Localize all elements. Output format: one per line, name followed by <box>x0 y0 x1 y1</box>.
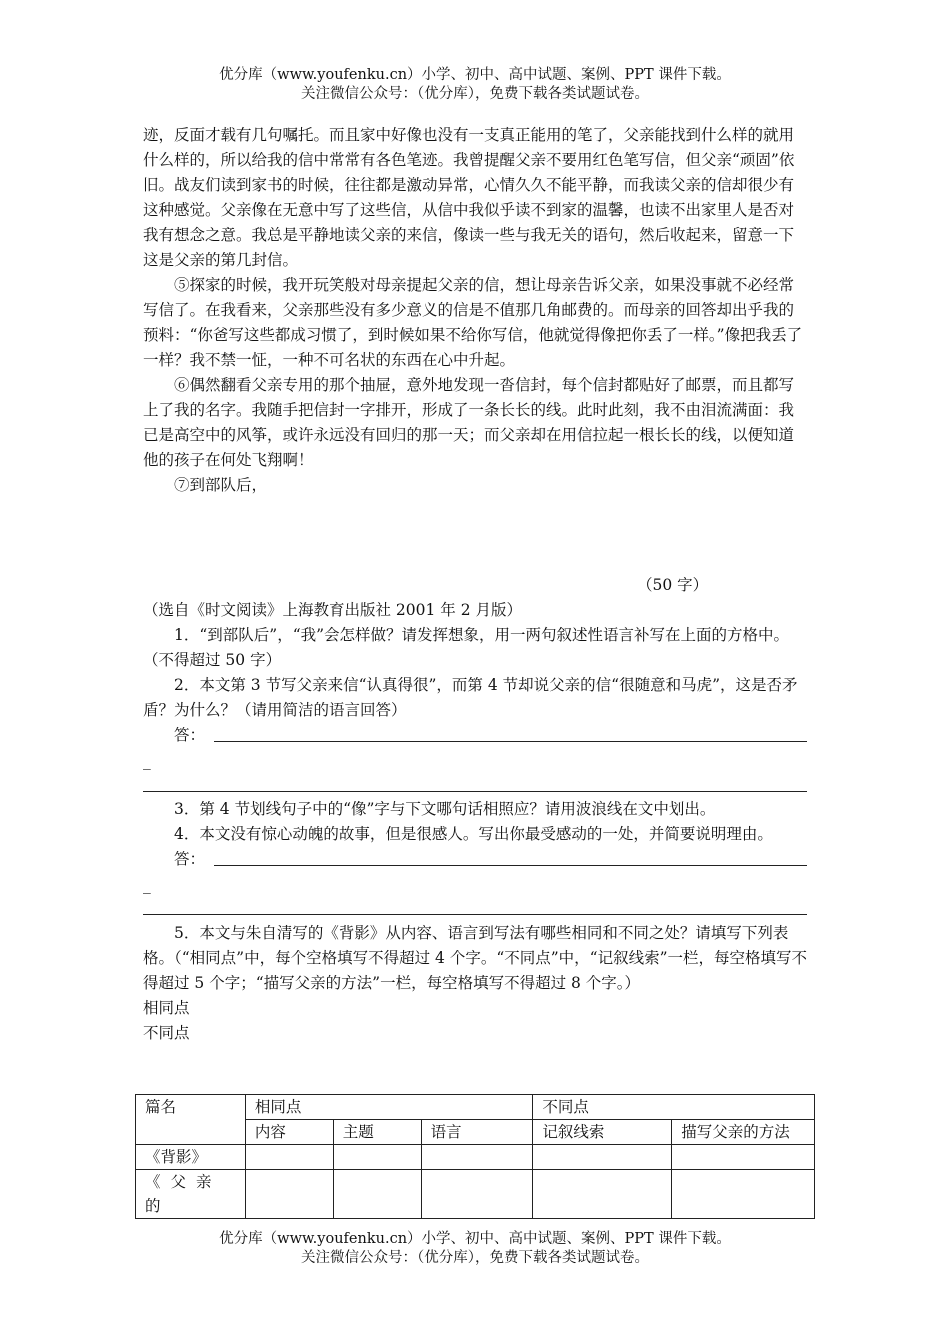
table-cell[interactable] <box>421 1145 533 1170</box>
subheader-description-method: 描写父亲的方法 <box>672 1120 815 1145</box>
passage-paragraph-6: ⑥偶然翻看父亲专用的那个抽屉，意外地发现一沓信封，每个信封都贴好了邮票，而且都写上了我的名字。我随手把信封一字排开，形成了一条长长的线。此时此刻，我不由泪流满面：我已是高空中的风筝，或许永远没有回归的那一天；而父亲却在用信拉起一根长长的线，以便知道他的孩子在何处飞翔啊！ <box>143 376 795 469</box>
table-cell[interactable] <box>333 1170 421 1219</box>
answer-dash-q2: _ <box>143 752 151 770</box>
subheader-language: 语言 <box>421 1120 533 1145</box>
header-line-2: 关注微信公众号：（优分库），免费下载各类试题试卷。 <box>301 86 649 102</box>
row-title-beiying: 《背影》 <box>136 1145 246 1170</box>
question-1: 1．“到部队后”，“我”会怎样做？请发挥想象，用一两句叙述性语言补写在上面的方格中。（不得超过 50 字） <box>143 626 790 669</box>
table-row <box>136 1170 815 1219</box>
question-4: 4．本文没有惊心动魄的故事，但是很感人。写出你最受感动的一处，并简要说明理由。 <box>174 825 773 843</box>
subheader-content: 内容 <box>245 1120 333 1145</box>
word-limit-note: （50 字） <box>637 576 709 594</box>
passage-paragraph-5: ⑤探家的时候，我开玩笑般对母亲提起父亲的信，想让母亲告诉父亲，如果没事就不必经常写信了。在我看来，父亲那些没有多少意义的信是不值那几角邮费的。而母亲的回答却出乎我的预料：“你爸写这些都成习惯了，到时候如果不给你写信，他就觉得像把你丢了一样。”像把我丢了一样？我不禁一怔，一种不可名状的东西在心中升起。 <box>143 276 803 369</box>
table-cell[interactable] <box>533 1170 672 1219</box>
question-3: 3．第 4 节划线句子中的“像”字与下文哪句话相照应？请用波浪线在文中划出。 <box>174 800 716 818</box>
questions-block-2 <box>143 797 808 847</box>
questions-block-1 <box>143 598 808 723</box>
footer-line-1: 优分库（www.youfenku.cn）小学、初中、高中试题、案例、PPT 课件下载。 <box>219 1231 731 1247</box>
table-cell[interactable] <box>672 1145 815 1170</box>
answer-line-q4-1[interactable] <box>214 865 807 866</box>
subheader-theme: 主题 <box>333 1120 421 1145</box>
passage <box>143 123 808 498</box>
answer-label-q4: 答： <box>174 850 206 868</box>
answer-line-q4-2[interactable] <box>143 914 807 915</box>
question-5: 5．本文与朱自清写的《背影》从内容、语言到写法有哪些相同和不同之处？请填写下列表格。（“相同点”中，每个空格填写不得超过 4 个字。“不同点”中，“记叙线索”一栏，每空格填写不得超过 5 个字；“描写父亲的方法”一栏，每空格填写不得超过 8 个字。） <box>143 924 808 992</box>
row-title-fuqin: 《父亲的 <box>136 1170 246 1219</box>
answer-dash-q4: _ <box>143 876 151 894</box>
table-header-row <box>136 1095 815 1120</box>
footer-line-2: 关注微信公众号：（优分库），免费下载各类试题试卷。 <box>301 1250 649 1266</box>
table-cell[interactable] <box>333 1145 421 1170</box>
same-points-label: 相同点 <box>143 999 190 1017</box>
table-cell[interactable] <box>245 1170 333 1219</box>
question-2: 2．本文第 3 节写父亲来信“认真得很”，而第 4 节却说父亲的信“很随意和马虎”，这是否矛盾？为什么？（请用简洁的语言回答） <box>143 676 798 719</box>
source-citation: （选自《时文阅读》上海教育出版社 2001 年 2 月版） <box>143 601 523 619</box>
questions-block-3 <box>143 921 808 1046</box>
passage-paragraph-7: ⑦到部队后， <box>174 476 268 494</box>
header-line-1: 优分库（www.youfenku.cn）小学、初中、高中试题、案例、PPT 课件下载。 <box>219 67 731 83</box>
header-title-cell: 篇名 <box>136 1095 246 1145</box>
diff-points-label: 不同点 <box>143 1024 190 1042</box>
table-cell[interactable] <box>245 1145 333 1170</box>
table-cell[interactable] <box>533 1145 672 1170</box>
answer-line-q2-1[interactable] <box>214 741 807 742</box>
comparison-table <box>135 1094 815 1219</box>
subheader-narrative-clue: 记叙线索 <box>533 1120 672 1145</box>
answer-label-q2: 答： <box>174 726 206 744</box>
header-diff-cell: 不同点 <box>533 1095 815 1120</box>
table-cell[interactable] <box>672 1170 815 1219</box>
header-same-cell: 相同点 <box>245 1095 533 1120</box>
passage-paragraph-4-cont: 迹，反面才载有几句嘱托。而且家中好像也没有一支真正能用的笔了，父亲能找到什么样的就用什么样的，所以给我的信中常常有各色笔迹。我曾提醒父亲不要用红色笔写信，但父亲“顽固”依旧。战友们读到家书的时候，往往都是激动异常，心情久久不能平静，而我读父亲的信却很少有这种感觉。父亲像在无意中写了这些信，从信中我似乎读不到家的温馨，也读不出家里人是否对我有想念之意。我总是平静地读父亲的来信，像读一些与我无关的语句，然后收起来，留意一下这是父亲的第几封信。 <box>143 126 795 269</box>
table-row <box>136 1145 815 1170</box>
table-cell[interactable] <box>421 1170 533 1219</box>
page-header <box>0 66 950 104</box>
answer-line-q2-2[interactable] <box>143 791 807 792</box>
page-footer <box>0 1230 950 1268</box>
